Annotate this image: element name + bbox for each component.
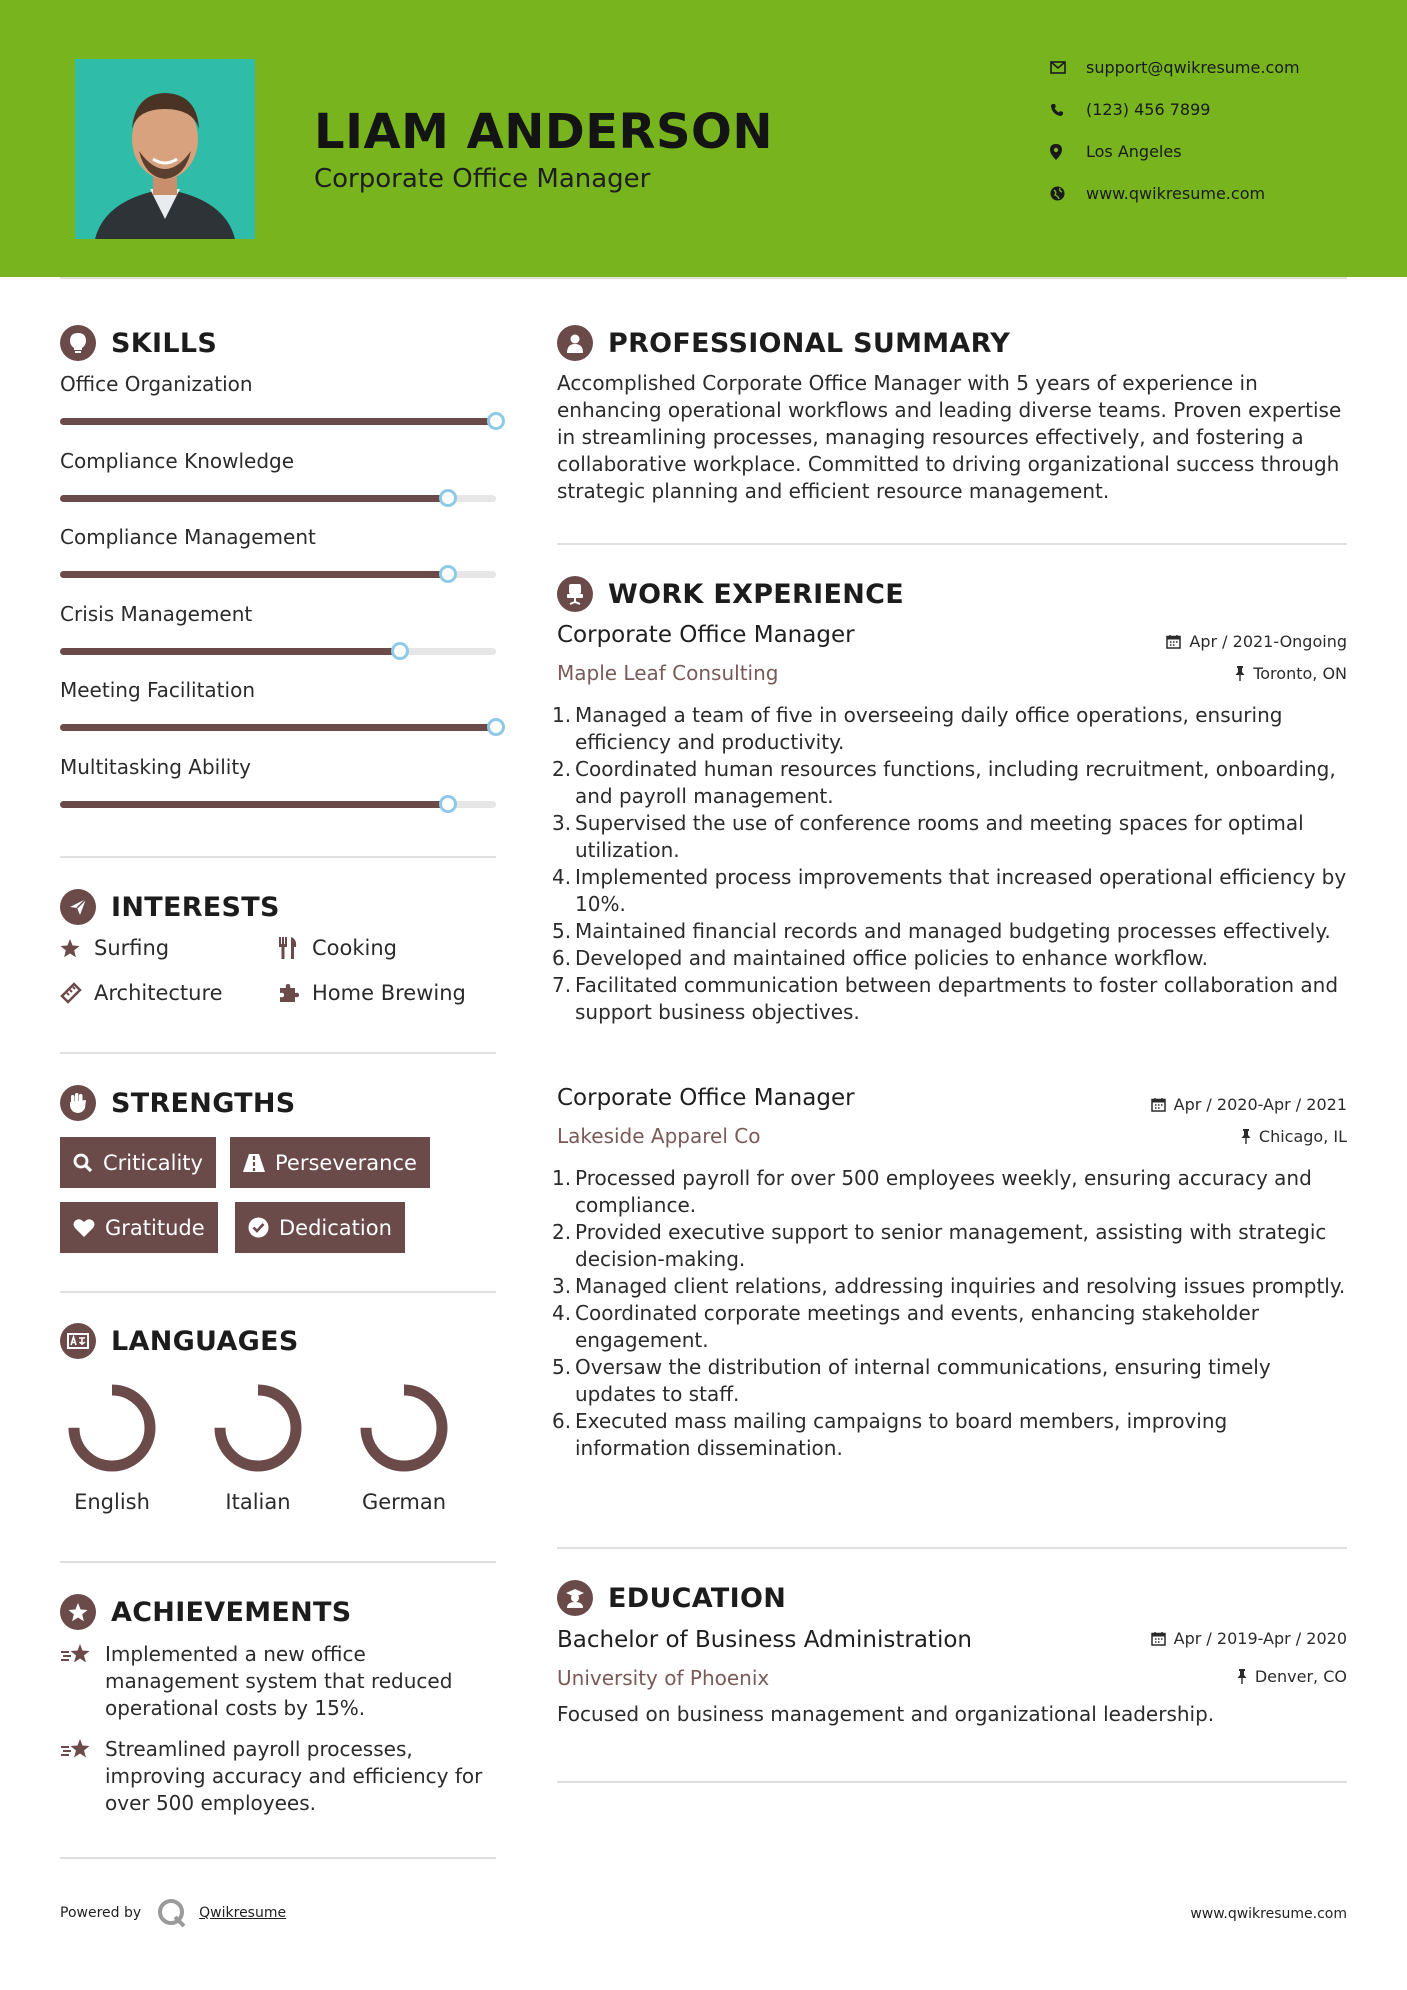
skill-label: Crisis Management [60,601,253,626]
pushpin-icon [1237,1669,1247,1684]
degree-title: Bachelor of Business Administration [557,1627,972,1653]
achievements-divider [60,1857,496,1859]
language-card-icon [60,1323,96,1359]
contact-website[interactable] [1050,184,1350,203]
shooting-star-icon [60,1641,105,1722]
job-bullet: 6. Developed and maintained office policies to enhance workflow. [552,946,1209,970]
job-location: Toronto, ON [1235,664,1347,683]
skill-bar-fill [60,801,448,808]
achievement-text: Streamlined payroll processes, improving accuracy and efficiency for over 500 employees. [105,1737,483,1815]
language-ring [57,1373,167,1487]
education-description: Focused on business management and organizational leadership. [557,1702,1215,1726]
skill-bar-fill [60,571,448,578]
skill-label: Multitasking Ability [60,754,251,779]
achievements-heading: ACHIEVEMENTS [60,1594,352,1630]
calendar-icon [1166,634,1181,649]
calendar-icon [1151,1631,1166,1646]
calendar-icon [1151,1097,1166,1112]
cutlery-icon [278,937,312,959]
job-bullet: 7. Facilitated communication between departments to foster collaboration and support business objectives. [552,973,1339,1024]
education-divider [557,1781,1347,1783]
pushpin-icon [1241,1129,1251,1144]
globe-icon [1050,186,1086,201]
job-bullets [552,1165,1347,1462]
map-marker-icon [1050,144,1086,160]
skill-level-knob [391,642,409,660]
company-name: Maple Leaf Consulting [557,661,779,685]
company-name: Lakeside Apparel Co [557,1124,761,1148]
interest-architecture: Architecture [60,981,223,1005]
language-level-arc [220,1390,296,1466]
check-circle-icon [248,1217,269,1238]
languages-heading: LANGUAGES [60,1323,299,1359]
achievement-item [60,1736,500,1817]
strength-criticality: Criticality [60,1137,216,1188]
interests-divider [60,1052,496,1054]
job-title: Corporate Office Manager [557,1085,855,1111]
paper-plane-icon [60,889,96,925]
heart-icon [73,1218,95,1238]
language-label: German [361,1490,447,1514]
job-title: Corporate Office Manager [557,622,855,648]
job-bullet: 3. Managed client relations, addressing inquiries and resolving issues promptly. [552,1274,1346,1298]
skill-bar [60,418,496,425]
contact-phone-text: (123) 456 7899 [1086,100,1211,119]
skill-bar [60,571,496,578]
job-dates: Apr / 2021-Ongoing [1166,632,1347,651]
candidate-title: Corporate Office Manager [314,164,651,194]
language-label: English [74,1490,150,1514]
skill-level-knob [487,412,505,430]
graduate-icon [557,1580,593,1616]
strength-gratitude: Gratitude [60,1202,218,1253]
job-bullet: 6. Executed mass mailing campaigns to board members, improving information dissemination. [552,1409,1228,1460]
language-ring [203,1373,313,1487]
skill-label: Compliance Knowledge [60,448,295,473]
phone-icon [1050,103,1086,117]
contact-email[interactable] [1050,58,1350,77]
job-bullet: 5. Oversaw the distribution of internal communications, ensuring timely updates to staff. [552,1355,1271,1406]
qwikresume-link[interactable]: Qwikresume [199,1905,287,1921]
fist-icon [60,1085,96,1121]
skill-bar-fill [60,724,496,731]
qwikresume-logo-icon [157,1898,187,1928]
strengths-divider [60,1291,496,1293]
education-location: Denver, CO [1237,1667,1347,1686]
strength-perseverance: Perseverance [230,1137,430,1188]
summary-divider [557,543,1347,545]
star-badge-icon [60,1594,96,1630]
interest-surfing: Surfing [60,936,169,960]
contact-location [1050,142,1350,161]
language-level-arc [74,1390,150,1466]
header-banner [0,0,1407,277]
language-ring [349,1373,459,1487]
job-bullet: 5. Maintained financial records and managed budgeting processes effectively. [552,919,1331,943]
strength-dedication: Dedication [235,1202,405,1253]
summary-text: Accomplished Corporate Office Manager with 5 years of experience in enhancing operational workflows and leading diverse teams. Proven expertise in streamlining processes, managing resources effectively, and fostering a collaborative workplace. Committed to driving organizational success through strategic planning and efficient resource management. [557,371,1342,503]
interest-cooking: Cooking [278,936,397,960]
shooting-star-icon [60,1736,105,1817]
interest-home-brewing: Home Brewing [278,981,466,1005]
job-bullet: 1. Processed payroll for over 500 employees weekly, ensuring accuracy and compliance. [552,1166,1312,1217]
job-bullet: 3. Supervised the use of conference rooms and meeting spaces for optimal utilization. [552,811,1304,862]
strengths-heading: STRENGTHS [60,1085,296,1121]
skills-divider [60,856,496,858]
interests-heading: INTERESTS [60,889,280,925]
envelope-icon [1050,61,1086,74]
skill-bar [60,495,496,502]
achievement-item [60,1641,500,1722]
experience-heading: WORK EXPERIENCE [557,576,904,612]
skill-label: Office Organization [60,372,253,396]
skill-label: Meeting Facilitation [60,678,255,702]
job-bullet: 2. Coordinated human resources functions, including recruitment, onboarding, and payroll management. [552,757,1336,808]
user-icon [557,325,593,361]
header-divider [60,277,1347,279]
job-bullet: 4. Coordinated corporate meetings and events, enhancing stakeholder engagement. [552,1301,1260,1352]
skill-level-knob [439,489,457,507]
skills-heading: SKILLS [60,325,217,361]
search-icon [73,1153,93,1173]
contact-location-text: Los Angeles [1086,142,1182,161]
job-bullets [552,702,1347,1026]
skill-level-knob [487,718,505,736]
ruler-icon [60,982,94,1004]
skill-bar-fill [60,495,448,502]
footer-url[interactable]: www.qwikresume.com [1190,1906,1347,1922]
road-icon [243,1154,265,1172]
profile-photo [75,59,255,239]
office-chair-icon [557,576,593,612]
language-label: Italian [225,1490,291,1514]
job-bullet: 1. Managed a team of five in overseeing daily office operations, ensuring efficiency and productivity. [552,703,1283,754]
language-level-arc [366,1390,442,1466]
job-dates: Apr / 2020-Apr / 2021 [1151,1095,1347,1114]
skill-level-knob [439,565,457,583]
lightbulb-icon [60,325,96,361]
contact-phone[interactable] [1050,100,1350,119]
education-dates: Apr / 2019-Apr / 2020 [1151,1629,1347,1648]
contact-email-text: support@qwikresume.com [1086,58,1300,77]
skill-bar-fill [60,418,496,425]
puzzle-icon [278,982,312,1004]
footer-powered-by [60,1898,286,1928]
skill-label: Compliance Management [60,525,316,549]
summary-heading: PROFESSIONAL SUMMARY [557,325,1010,361]
pushpin-icon [1235,666,1245,681]
skill-bar [60,648,496,655]
job-bullet: 4. Implemented process improvements that increased operational efficiency by 10%. [552,865,1347,916]
skill-bar [60,801,496,808]
languages-divider [60,1561,496,1563]
education-heading: EDUCATION [557,1580,786,1616]
skill-bar [60,724,496,731]
star-icon [60,939,94,958]
achievement-text: Implemented a new office management system that reduced operational costs by 15%. [105,1642,453,1720]
candidate-name: LIAM ANDERSON [314,104,774,160]
contact-website-text: www.qwikresume.com [1086,184,1266,203]
job-bullet: 2. Provided executive support to senior management, assisting with strategic decision-making. [552,1220,1327,1271]
skill-bar-fill [60,648,400,655]
job-location: Chicago, IL [1241,1127,1347,1146]
experience-divider [557,1547,1347,1549]
powered-by-text: Powered by [60,1905,142,1921]
skill-level-knob [439,795,457,813]
school-name: University of Phoenix [557,1666,770,1690]
